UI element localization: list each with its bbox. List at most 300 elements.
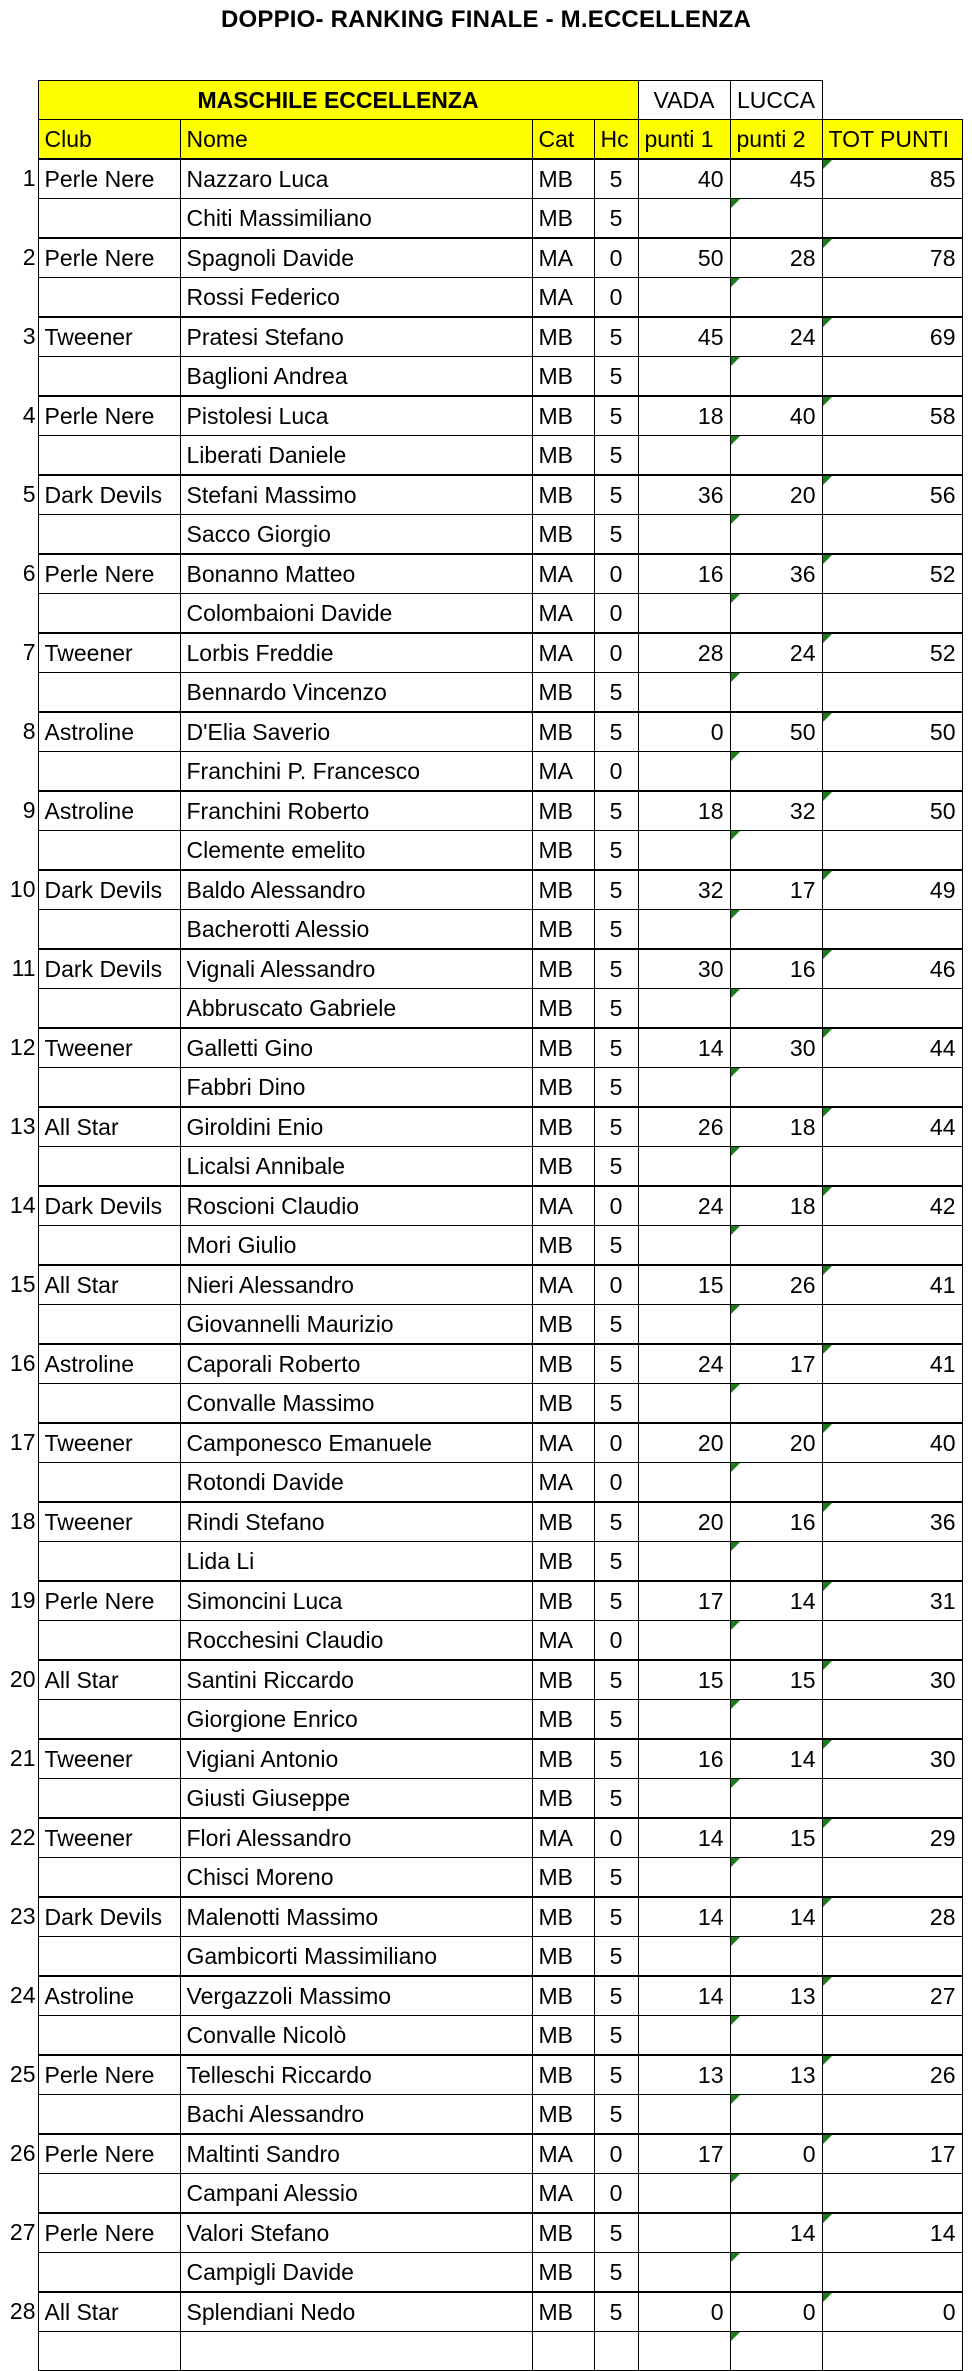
club-spacer: [38, 436, 180, 476]
points-1: 17: [638, 1581, 730, 1621]
table-row: [0, 1423, 962, 1463]
club-spacer: [38, 831, 180, 871]
rank-spacer: [0, 989, 38, 1029]
points-2: 30: [730, 1028, 822, 1068]
total-points: 58: [822, 396, 962, 436]
rank-number: 11: [11, 955, 36, 982]
total-empty: [822, 515, 962, 555]
total-empty: [822, 436, 962, 476]
rank-spacer: [0, 1937, 38, 1977]
rank-spacer: [0, 199, 38, 239]
points-2: 0: [730, 2134, 822, 2174]
points-1: 24: [638, 1344, 730, 1384]
points-2: 14: [730, 1739, 822, 1779]
points-1-empty: [638, 989, 730, 1029]
rank-spacer: [0, 831, 38, 871]
player-name: Giusti Giuseppe: [180, 1779, 532, 1819]
player-name: Nieri Alessandro: [180, 1265, 532, 1305]
player-hc: 5: [594, 1028, 638, 1068]
rank-spacer: [0, 436, 38, 476]
col-cat: Cat: [532, 120, 594, 160]
table-row: [0, 1660, 962, 1700]
points-2-empty: [730, 831, 822, 871]
player-hc: 0: [594, 2134, 638, 2174]
rank-number: 1: [22, 165, 36, 192]
rank-number: 15: [9, 1271, 36, 1298]
points-2-empty: [730, 2095, 822, 2135]
club-name: Astroline: [38, 791, 180, 831]
rank-number: 17: [9, 1429, 36, 1456]
player-name: Gambicorti Massimiliano: [180, 1937, 532, 1977]
total-points: 56: [822, 475, 962, 515]
player-cat: MA: [532, 633, 594, 673]
points-1-empty: [638, 1700, 730, 1740]
player-cat: MB: [532, 357, 594, 397]
player-hc: 0: [594, 1265, 638, 1305]
points-2: 13: [730, 2055, 822, 2095]
table-row: [0, 910, 962, 950]
player-cat: MB: [532, 1897, 594, 1937]
points-1: 28: [638, 633, 730, 673]
player-cat: MB: [532, 515, 594, 555]
player-cat: MB: [532, 673, 594, 713]
table-row: [0, 949, 962, 989]
player-hc: 5: [594, 2253, 638, 2293]
club-spacer: [38, 1226, 180, 1266]
table-row: [0, 1739, 962, 1779]
total-empty: [822, 1226, 962, 1266]
player-hc: 5: [594, 673, 638, 713]
player-cat: MA: [532, 554, 594, 594]
player-hc: 5: [594, 1344, 638, 1384]
player-cat: MA: [532, 1265, 594, 1305]
rank-spacer: [0, 2253, 38, 2293]
player-hc: 0: [594, 278, 638, 318]
table-row: [0, 199, 962, 239]
total-points: 29: [822, 1818, 962, 1858]
rank-spacer: [0, 2174, 38, 2214]
total-empty: [822, 1384, 962, 1424]
points-2-empty: [730, 1305, 822, 1345]
player-hc: 5: [594, 2016, 638, 2056]
player-name: Campigli Davide: [180, 2253, 532, 2293]
player-hc: 5: [594, 1700, 638, 1740]
club-name: All Star: [38, 1265, 180, 1305]
table-row: [0, 1818, 962, 1858]
table-row: [0, 1700, 962, 1740]
total-empty: [822, 1463, 962, 1503]
col-punti2: punti 2: [730, 120, 822, 160]
table-row: [0, 1305, 962, 1345]
club-spacer: [38, 2332, 180, 2371]
player-hc: 5: [594, 989, 638, 1029]
club-name: Perle Nere: [38, 2134, 180, 2174]
total-empty: [822, 278, 962, 318]
points-1: 14: [638, 1818, 730, 1858]
player-hc: 5: [594, 1068, 638, 1108]
points-2-empty: [730, 1542, 822, 1582]
player-hc: 0: [594, 554, 638, 594]
rank-number: 4: [22, 402, 36, 429]
points-2-empty: [730, 673, 822, 713]
player-hc: 0: [594, 594, 638, 634]
points-1-empty: [638, 1937, 730, 1977]
total-empty: [822, 831, 962, 871]
table-row: [0, 436, 962, 476]
points-2-empty: [730, 278, 822, 318]
rank-number: 28: [9, 2298, 36, 2325]
club-name: Perle Nere: [38, 238, 180, 278]
player-cat: MA: [532, 1463, 594, 1503]
points-2: 36: [730, 554, 822, 594]
rank-spacer: [0, 594, 38, 634]
table-row: [0, 1186, 962, 1226]
table-row: [0, 2213, 962, 2253]
player-cat: MB: [532, 436, 594, 476]
player-cat: MA: [532, 1186, 594, 1226]
rank-spacer: [0, 1463, 38, 1503]
points-2: 15: [730, 1660, 822, 1700]
player-name: Licalsi Annibale: [180, 1147, 532, 1187]
table-row: [0, 752, 962, 792]
club-name: Tweener: [38, 1502, 180, 1542]
points-2-empty: [730, 436, 822, 476]
points-2: 20: [730, 1423, 822, 1463]
points-1-empty: [638, 1779, 730, 1819]
player-cat: MB: [532, 1226, 594, 1266]
player-cat: MA: [532, 2174, 594, 2214]
table-row: [0, 1897, 962, 1937]
player-hc: 5: [594, 1976, 638, 2016]
player-cat: MB: [532, 159, 594, 199]
total-points: 14: [822, 2213, 962, 2253]
points-1: 13: [638, 2055, 730, 2095]
table-row: [0, 1344, 962, 1384]
player-hc: 5: [594, 1739, 638, 1779]
rank-spacer: [0, 1305, 38, 1345]
total-points: 52: [822, 633, 962, 673]
points-2: 0: [730, 2292, 822, 2332]
table-row: [0, 2174, 962, 2214]
player-hc: 5: [594, 396, 638, 436]
col-punti1: punti 1: [638, 120, 730, 160]
player-cat: MB: [532, 1502, 594, 1542]
player-name: Giroldini Enio: [180, 1107, 532, 1147]
club-spacer: [38, 1068, 180, 1108]
player-cat: MB: [532, 1700, 594, 1740]
club-spacer: [38, 278, 180, 318]
player-hc: 5: [594, 1226, 638, 1266]
rank-spacer: [0, 278, 38, 318]
player-name: Santini Riccardo: [180, 1660, 532, 1700]
player-name: Clemente emelito: [180, 831, 532, 871]
total-points: 50: [822, 791, 962, 831]
club-spacer: [38, 1858, 180, 1898]
club-spacer: [38, 1463, 180, 1503]
points-2: 13: [730, 1976, 822, 2016]
player-cat: MA: [532, 278, 594, 318]
rank-number: 10: [9, 876, 36, 903]
points-2-empty: [730, 1779, 822, 1819]
table-row: [0, 554, 962, 594]
table-row: [0, 831, 962, 871]
table-row: [0, 594, 962, 634]
club-spacer: [38, 2016, 180, 2056]
table-row: [0, 2016, 962, 2056]
player-cat: MB: [532, 475, 594, 515]
player-cat: MB: [532, 870, 594, 910]
rank-spacer: [0, 1542, 38, 1582]
rank-number: 5: [22, 481, 36, 508]
player-name: Bacherotti Alessio: [180, 910, 532, 950]
player-cat: MB: [532, 1384, 594, 1424]
points-2: 20: [730, 475, 822, 515]
club-spacer: [38, 1305, 180, 1345]
player-name: Giovannelli Maurizio: [180, 1305, 532, 1345]
player-cat: MA: [532, 1621, 594, 1661]
points-2: 40: [730, 396, 822, 436]
club-name: Astroline: [38, 1976, 180, 2016]
player-name: Convalle Nicolò: [180, 2016, 532, 2056]
club-spacer: [38, 2095, 180, 2135]
player-name: Malenotti Massimo: [180, 1897, 532, 1937]
club-name: Perle Nere: [38, 2213, 180, 2253]
total-points: 31: [822, 1581, 962, 1621]
player-name: Rossi Federico: [180, 278, 532, 318]
points-2-empty: [730, 752, 822, 792]
player-name: Baldo Alessandro: [180, 870, 532, 910]
total-empty: [822, 1937, 962, 1977]
points-2-empty: [730, 2332, 822, 2371]
rank-number: 19: [9, 1587, 36, 1614]
rank-number: 8: [22, 718, 36, 745]
table-row: [0, 989, 962, 1029]
points-1: 15: [638, 1660, 730, 1700]
club-spacer: [38, 1147, 180, 1187]
player-cat: MB: [532, 1739, 594, 1779]
player-cat: MB: [532, 1107, 594, 1147]
total-points: 28: [822, 1897, 962, 1937]
table-row: [0, 2332, 962, 2371]
player-cat: MA: [532, 2134, 594, 2174]
points-1: 16: [638, 1739, 730, 1779]
points-1-empty: [638, 1305, 730, 1345]
player-name: Vigiani Antonio: [180, 1739, 532, 1779]
total-empty: [822, 594, 962, 634]
player-cat: MA: [532, 1423, 594, 1463]
total-points: 42: [822, 1186, 962, 1226]
points-1: 17: [638, 2134, 730, 2174]
player-name: Chisci Moreno: [180, 1858, 532, 1898]
player-name: Bonanno Matteo: [180, 554, 532, 594]
total-empty: [822, 910, 962, 950]
points-1-empty: [638, 910, 730, 950]
rank-number: 24: [9, 1982, 36, 2009]
points-1-empty: [638, 2174, 730, 2214]
points-2-empty: [730, 199, 822, 239]
points-1-empty: [638, 357, 730, 397]
points-1-empty: [638, 199, 730, 239]
player-cat: MB: [532, 1937, 594, 1977]
table-row: [0, 1028, 962, 1068]
player-hc: 5: [594, 317, 638, 357]
player-hc: 5: [594, 1779, 638, 1819]
rank-spacer: [0, 1621, 38, 1661]
total-empty: [822, 673, 962, 713]
event1-header: VADA: [638, 81, 730, 120]
rank-spacer: [0, 2095, 38, 2135]
table-row: [0, 1976, 962, 2016]
total-empty: [822, 1542, 962, 1582]
table-row: [0, 278, 962, 318]
total-points: 17: [822, 2134, 962, 2174]
points-1-empty: [638, 278, 730, 318]
points-2: 14: [730, 1897, 822, 1937]
player-hc: 5: [594, 2095, 638, 2135]
total-points: 49: [822, 870, 962, 910]
player-name: Splendiani Nedo: [180, 2292, 532, 2332]
points-2: 18: [730, 1186, 822, 1226]
player-hc: 5: [594, 1897, 638, 1937]
player-hc: 5: [594, 870, 638, 910]
points-2-empty: [730, 1226, 822, 1266]
points-2-empty: [730, 594, 822, 634]
club-spacer: [38, 1700, 180, 1740]
table-row: [0, 1107, 962, 1147]
points-1-empty: [638, 1542, 730, 1582]
player-cat: MB: [532, 791, 594, 831]
rank-number: 13: [9, 1113, 36, 1140]
club-name: Dark Devils: [38, 475, 180, 515]
player-hc: 5: [594, 831, 638, 871]
player-hc: 5: [594, 199, 638, 239]
player-cat: MB: [532, 2253, 594, 2293]
total-empty: [822, 2016, 962, 2056]
points-2: 14: [730, 1581, 822, 1621]
points-1-empty: [638, 673, 730, 713]
player-cat: MB: [532, 199, 594, 239]
rank-spacer: [0, 2332, 38, 2371]
points-2: 24: [730, 317, 822, 357]
points-2-empty: [730, 357, 822, 397]
player-name: Franchini Roberto: [180, 791, 532, 831]
player-name: Sacco Giorgio: [180, 515, 532, 555]
player-cat: MB: [532, 1147, 594, 1187]
table-row: [0, 870, 962, 910]
points-1-empty: [638, 2332, 730, 2371]
points-1: 32: [638, 870, 730, 910]
player-name: Fabbri Dino: [180, 1068, 532, 1108]
player-cat: MB: [532, 949, 594, 989]
club-spacer: [38, 2253, 180, 2293]
player-hc: 5: [594, 2055, 638, 2095]
club-name: Tweener: [38, 1423, 180, 1463]
player-cat: [532, 2332, 594, 2371]
rank-spacer: [0, 673, 38, 713]
total-empty: [822, 1068, 962, 1108]
table-row: [0, 1265, 962, 1305]
player-cat: MA: [532, 238, 594, 278]
rank-spacer: [0, 2016, 38, 2056]
points-1: 18: [638, 791, 730, 831]
rank-number: 3: [22, 323, 36, 350]
table-row: [0, 1779, 962, 1819]
total-points: 30: [822, 1660, 962, 1700]
table-row: [0, 633, 962, 673]
rank-number: 25: [9, 2061, 36, 2088]
player-name: Pratesi Stefano: [180, 317, 532, 357]
player-name: Liberati Daniele: [180, 436, 532, 476]
total-points: 40: [822, 1423, 962, 1463]
club-name: Perle Nere: [38, 1581, 180, 1621]
player-hc: 5: [594, 1581, 638, 1621]
points-1: 18: [638, 396, 730, 436]
rank-spacer: [0, 1068, 38, 1108]
points-1: 20: [638, 1502, 730, 1542]
player-name: Vergazzoli Massimo: [180, 1976, 532, 2016]
player-hc: 0: [594, 238, 638, 278]
rank-number: 18: [9, 1508, 36, 1535]
player-name: Franchini P. Francesco: [180, 752, 532, 792]
player-hc: 5: [594, 2292, 638, 2332]
rank-number: 27: [9, 2219, 36, 2246]
total-points: 30: [822, 1739, 962, 1779]
total-empty: [822, 752, 962, 792]
table-row: [0, 1502, 962, 1542]
player-hc: 5: [594, 1147, 638, 1187]
player-hc: 5: [594, 1384, 638, 1424]
player-name: Caporali Roberto: [180, 1344, 532, 1384]
points-1-empty: [638, 1858, 730, 1898]
points-1: 20: [638, 1423, 730, 1463]
player-hc: 5: [594, 1502, 638, 1542]
points-2: 17: [730, 1344, 822, 1384]
points-2-empty: [730, 1068, 822, 1108]
points-1: 30: [638, 949, 730, 989]
club-spacer: [38, 1937, 180, 1977]
points-2: 15: [730, 1818, 822, 1858]
player-name: Galletti Gino: [180, 1028, 532, 1068]
points-1: 40: [638, 159, 730, 199]
total-empty: [822, 1700, 962, 1740]
table-row: [0, 1858, 962, 1898]
player-name: Bennardo Vincenzo: [180, 673, 532, 713]
table-row: [0, 515, 962, 555]
total-points: 78: [822, 238, 962, 278]
player-hc: 5: [594, 1305, 638, 1345]
player-name: Rindi Stefano: [180, 1502, 532, 1542]
player-name: Convalle Massimo: [180, 1384, 532, 1424]
player-cat: MB: [532, 2213, 594, 2253]
points-2: 17: [730, 870, 822, 910]
points-1: 15: [638, 1265, 730, 1305]
total-empty: [822, 2174, 962, 2214]
player-cat: MB: [532, 1344, 594, 1384]
club-name: Tweener: [38, 633, 180, 673]
total-empty: [822, 1858, 962, 1898]
points-1: 24: [638, 1186, 730, 1226]
club-name: Dark Devils: [38, 1186, 180, 1226]
player-cat: MB: [532, 712, 594, 752]
points-1-empty: [638, 2095, 730, 2135]
rank-spacer: [0, 357, 38, 397]
player-hc: 0: [594, 1423, 638, 1463]
points-2-empty: [730, 515, 822, 555]
player-hc: [594, 2332, 638, 2371]
player-hc: 5: [594, 949, 638, 989]
points-1: 26: [638, 1107, 730, 1147]
club-spacer: [38, 910, 180, 950]
